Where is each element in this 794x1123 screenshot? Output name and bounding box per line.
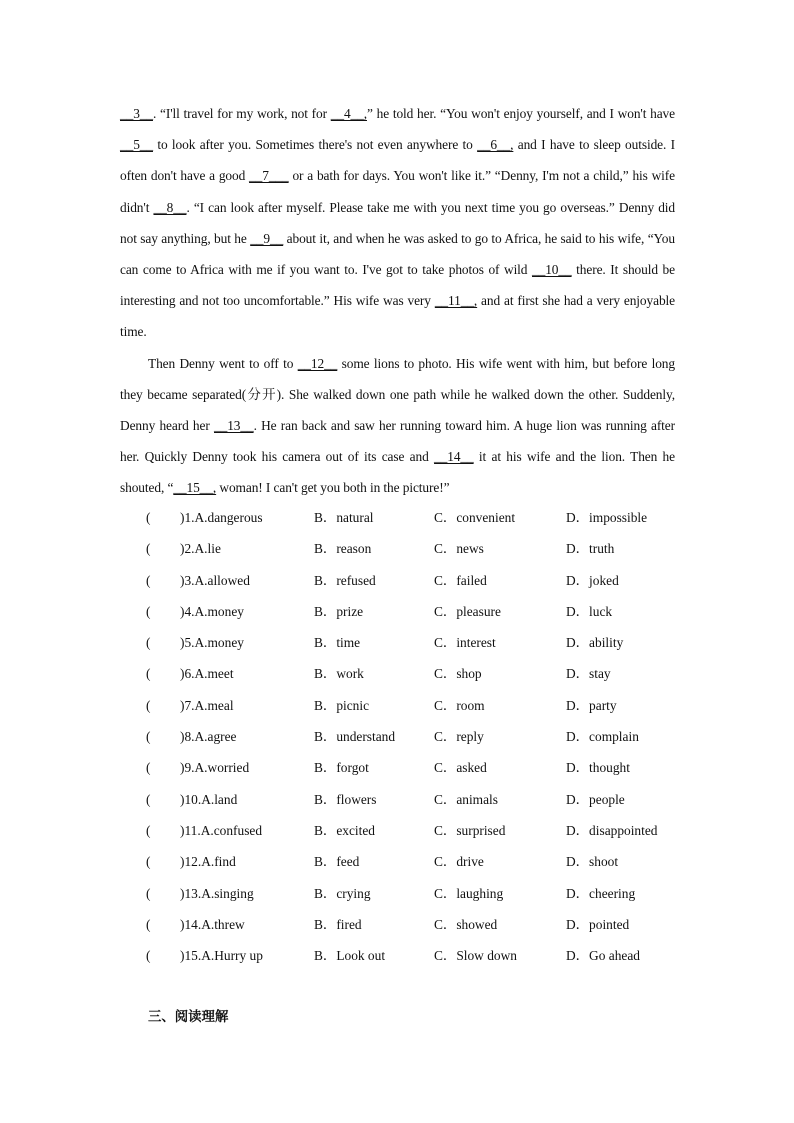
blank-13: __13__: [214, 418, 254, 434]
passage-text: Then Denny went to off to: [148, 355, 298, 371]
blank-3: __3__: [120, 106, 153, 121]
passage-text: . He ran back and saw her running toward him. A huge lion was running after her. Quickly Denny took his camera out of its case and: [120, 418, 676, 465]
option-a: )1.A.dangerous: [180, 510, 263, 525]
passage-text: or a bath for days. You won't like it.” “Denny, I'm not a child,” his wife didn't: [120, 168, 675, 215]
option-d: D．disappointed: [566, 822, 658, 838]
option-a: )12.A.find: [180, 854, 236, 870]
answer-paren: (: [146, 510, 151, 525]
option-b: B．forgot: [314, 760, 369, 776]
answer-paren: (: [146, 760, 151, 776]
option-c: C．showed: [434, 916, 498, 932]
option-a: )13.A.singing: [180, 885, 254, 901]
passage-text: woman! I can't get you both in the picture!”: [216, 480, 450, 496]
option-c: C．laughing: [434, 885, 504, 901]
option-d: D．ability: [566, 635, 624, 651]
option-c: C．asked: [434, 760, 487, 776]
passage-text: there. It should be interesting and not too uncomfortable.” His wife was very: [120, 262, 675, 309]
blank-4: __4__,: [330, 106, 367, 121]
question-row: [146, 627, 706, 658]
question-row: [146, 846, 706, 877]
blank-9: __9__: [250, 230, 284, 246]
option-b: B．prize: [314, 603, 364, 619]
option-b: B．reason: [314, 541, 372, 557]
answer-paren: (: [146, 822, 151, 838]
passage-text: to look after you. Sometimes there's not even anywhere to: [152, 137, 478, 153]
option-b: B．fired: [314, 916, 362, 932]
blank-8: __8__: [153, 199, 187, 215]
option-d: D．people: [566, 791, 625, 807]
passage-text: about it, and when he was asked to go to Africa, he said to his wife, “You can come to Africa with me if you want to. I've got to take photos of wild: [120, 230, 675, 278]
passage-paragraph-1: [120, 98, 675, 348]
option-a: )7.A.meal: [180, 697, 234, 713]
option-d: D．pointed: [566, 916, 630, 932]
option-c: C．pleasure: [434, 603, 501, 619]
option-b: B．flowers: [314, 791, 377, 807]
blank-7: __7___: [249, 168, 289, 184]
option-c: C．reply: [434, 729, 484, 745]
option-a: )3.A.allowed: [180, 572, 250, 588]
option-b: B．natural: [314, 510, 374, 525]
section-heading: 三、阅读理解: [148, 1010, 229, 1025]
option-c: C．animals: [434, 791, 498, 807]
option-b: B．picnic: [314, 697, 370, 713]
option-a: )8.A.agree: [180, 729, 237, 745]
option-d: D．joked: [566, 572, 619, 588]
answer-paren: (: [146, 541, 151, 557]
question-row: [146, 533, 706, 564]
option-c: C．failed: [434, 572, 487, 588]
option-d: D．stay: [566, 666, 611, 682]
question-options-list: [146, 502, 706, 971]
question-row: [146, 690, 706, 721]
option-c: C．convenient: [434, 510, 516, 525]
question-row: [146, 909, 706, 940]
option-a: )6.A.meet: [180, 666, 234, 682]
blank-5: __5__: [120, 137, 153, 153]
option-b: B．refused: [314, 572, 376, 588]
blank-6: __6__,: [477, 137, 514, 153]
option-b: B．feed: [314, 854, 360, 870]
option-d: D．shoot: [566, 854, 619, 870]
answer-paren: (: [146, 916, 151, 932]
answer-paren: (: [146, 885, 151, 901]
option-b: B．understand: [314, 729, 396, 745]
option-d: D．thought: [566, 760, 630, 776]
answer-paren: (: [146, 948, 151, 964]
answer-paren: (: [146, 635, 151, 651]
answer-paren: (: [146, 854, 151, 870]
question-row: [146, 565, 706, 596]
option-c: C．drive: [434, 854, 484, 870]
passage-text: and I have to sleep outside. I often don't have a good: [120, 137, 675, 184]
answer-paren: (: [146, 791, 151, 807]
option-c: C．room: [434, 697, 485, 713]
answer-paren: (: [146, 572, 151, 588]
option-c: C．Slow down: [434, 948, 517, 964]
option-d: D．complain: [566, 729, 639, 745]
question-row: [146, 815, 706, 846]
passage-text: ” he told her. “You won't enjoy yourself, and I won't have: [367, 106, 675, 121]
option-a: )11.A.confused: [180, 822, 263, 838]
option-d: D．party: [566, 697, 617, 713]
option-a: )14.A.threw: [180, 916, 245, 932]
cloze-passage: [120, 98, 675, 504]
option-c: C．interest: [434, 635, 496, 651]
option-d: D．impossible: [566, 510, 648, 525]
blank-11: __11__,: [434, 293, 478, 309]
question-row: [146, 596, 706, 627]
option-b: B．Look out: [314, 948, 386, 964]
option-b: B．work: [314, 666, 364, 682]
answer-paren: (: [146, 666, 151, 682]
option-d: D．Go ahead: [566, 948, 640, 964]
option-a: )2.A.lie: [180, 541, 221, 557]
option-a: )5.A.money: [180, 635, 244, 651]
answer-paren: (: [146, 697, 151, 713]
option-a: )15.A.Hurry up: [180, 948, 263, 964]
blank-12: __12__: [297, 355, 338, 371]
option-d: D．truth: [566, 541, 615, 557]
option-c: C．surprised: [434, 822, 506, 838]
passage-paragraph-2: [120, 348, 675, 504]
question-row: [146, 940, 706, 971]
blank-15: __15__,: [173, 480, 217, 496]
option-c: C．shop: [434, 666, 482, 682]
option-a: )9.A.worried: [180, 760, 250, 776]
passage-text: . “I can look after myself. Please take me with you next time you go overseas.” Denny did not say anything, but he: [120, 199, 676, 246]
option-d: D．luck: [566, 603, 613, 619]
option-b: B．time: [314, 635, 361, 651]
question-row: [146, 752, 706, 783]
blank-10: __10__: [532, 262, 572, 278]
option-a: )4.A.money: [180, 603, 244, 619]
question-row: [146, 502, 706, 533]
question-row: [146, 658, 706, 689]
passage-text: . “I'll travel for my work, not for: [152, 106, 331, 121]
option-a: )10.A.land: [180, 791, 238, 807]
question-row: [146, 784, 706, 815]
question-row: [146, 721, 706, 752]
option-c: C．news: [434, 541, 484, 557]
passage-text: it at his wife and the lion. Then he shouted, “: [120, 449, 675, 496]
answer-paren: (: [146, 603, 151, 619]
passage-text: some lions to photo. His wife went with him, but before long they became separated(分开). She walked down one path while he walked down the other. Suddenly, Denny heard her: [120, 355, 675, 434]
answer-paren: (: [146, 729, 151, 745]
option-b: B．crying: [314, 885, 371, 901]
blank-14: __14__: [434, 449, 474, 465]
option-b: B．excited: [314, 822, 375, 838]
passage-text: and at first she had a very enjoyable time.: [120, 293, 676, 340]
option-d: D．cheering: [566, 885, 636, 901]
question-row: [146, 878, 706, 909]
